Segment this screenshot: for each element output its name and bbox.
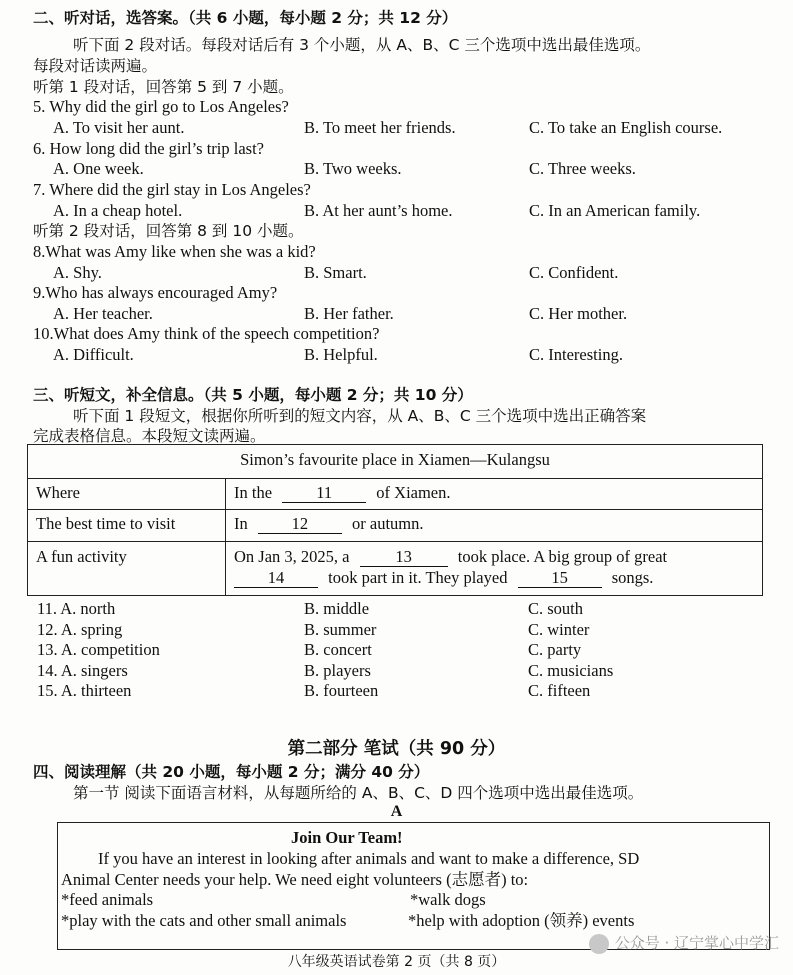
option-13c: C. party [528, 640, 582, 659]
option-15a: 15. A. thirteen [37, 681, 132, 700]
option-11b: B. middle [304, 599, 370, 618]
table-divider [28, 541, 762, 542]
row-where-value [234, 483, 451, 503]
question-5: 5. Why did the girl go to Los Angeles? [33, 97, 289, 116]
row-where-post: of Xiamen. [376, 483, 451, 502]
option-10a: A. Difficult. [53, 345, 134, 364]
option-14a: 14. A. singers [37, 661, 128, 680]
watermark-text: 公众号 · 辽宁掌心中学汇 [614, 934, 779, 952]
box-item-adoption: *help with adoption (领养) events [408, 911, 635, 930]
info-table [27, 444, 763, 596]
option-9b: B. Her father. [304, 304, 394, 323]
question-8: 8.What was Amy like when she was a kid? [33, 242, 316, 261]
section4-heading: 四、阅读理解（共 20 小题，每小题 2 分；满分 40 分） [33, 763, 430, 781]
section3-instruction-cont: 完成表格信息。本段短文读两遍。 [33, 427, 266, 445]
option-9a: A. Her teacher. [53, 304, 153, 323]
option-8a: A. Shy. [53, 263, 102, 282]
table-divider [28, 478, 762, 479]
option-15b: B. fourteen [304, 681, 379, 700]
question-10: 10.What does Amy think of the speech competition? [33, 324, 380, 343]
option-11a: 11. A. north [37, 599, 116, 618]
part2-title: 第二部分 笔试（共 90 分） [287, 739, 506, 759]
row-activity-line2 [234, 568, 653, 588]
section3-instruction: 听下面 1 段短文，根据你所听到的短文内容，从 A、B、C 三个选项中选出正确答案 [73, 407, 647, 425]
blank-11: 11 [282, 484, 366, 503]
blank-12: 12 [258, 515, 342, 534]
option-12c: C. winter [528, 620, 590, 639]
option-6b: B. Two weeks. [304, 159, 402, 178]
option-12a: 12. A. spring [37, 620, 123, 639]
section3-heading: 三、听短文，补全信息。（共 5 小题，每小题 2 分；共 10 分） [33, 386, 473, 404]
box-line1: If you have an interest in looking after animals and want to make a difference, SD [98, 849, 640, 868]
row-activity-label: A fun activity [36, 547, 127, 566]
page-footer: 八年级英语试卷第 2 页（共 8 页） [287, 954, 506, 970]
question-6: 6. How long did the girl’s trip last? [33, 139, 264, 158]
option-13b: B. concert [304, 640, 372, 659]
option-7b: B. At her aunt’s home. [304, 201, 453, 220]
option-13a: 13. A. competition [37, 640, 160, 659]
section2-instruction: 听下面 2 段对话。每段对话后有 3 个小题，从 A、B、C 三个选项中选出最佳选项。 [73, 36, 651, 54]
section2-instruction-cont: 每段对话读两遍。 [33, 57, 158, 75]
row-time-value [234, 514, 424, 534]
table-divider [28, 509, 762, 510]
row-activity-mid: took part in it. They played [328, 568, 508, 587]
watermark [589, 932, 779, 954]
section2-heading: 二、听对话，选答案。（共 6 小题，每小题 2 分；共 12 分） [33, 9, 458, 27]
box-item-feed: *feed animals [61, 890, 154, 909]
option-12b: B. summer [304, 620, 377, 639]
box-title: Join Our Team! [291, 828, 403, 847]
row-activity-end: songs. [611, 568, 654, 587]
option-7c: C. In an American family. [529, 201, 701, 220]
blank-14: 14 [234, 569, 318, 588]
row-where-pre: In the [234, 483, 273, 502]
table-column-divider [225, 478, 226, 595]
wechat-icon [589, 934, 609, 954]
blank-15: 15 [518, 569, 602, 588]
passage-letter: A [390, 803, 403, 820]
passage-a-box [57, 822, 770, 950]
blank-13: 13 [360, 548, 448, 567]
option-14b: B. players [304, 661, 371, 680]
option-5b: B. To meet her friends. [304, 118, 456, 137]
box-line2: Animal Center needs your help. We need eight volunteers (志愿者) to: [61, 870, 529, 889]
option-10b: B. Helpful. [304, 345, 378, 364]
section4-subheading: 第一节 阅读下面语言材料，从每题所给的 A、B、C、D 四个选项中选出最佳选项。 [73, 784, 644, 802]
row-activity-line1 [234, 547, 667, 567]
option-10c: C. Interesting. [529, 345, 623, 364]
option-9c: C. Her mother. [529, 304, 628, 323]
row-time-label: The best time to visit [36, 514, 176, 533]
option-11c: C. south [528, 599, 584, 618]
row-time-pre: In [234, 514, 248, 533]
option-5a: A. To visit her aunt. [53, 118, 185, 137]
option-7a: A. In a cheap hotel. [53, 201, 183, 220]
row-where-label: Where [36, 483, 80, 502]
row-time-post: or autumn. [352, 514, 424, 533]
row-activity-pre: On Jan 3, 2025, a [234, 547, 350, 566]
option-15c: C. fifteen [528, 681, 591, 700]
option-8b: B. Smart. [304, 263, 367, 282]
option-6a: A. One week. [53, 159, 144, 178]
dialog1-note: 听第 1 段对话，回答第 5 到 7 小题。 [33, 78, 294, 96]
row-activity-post: took place. A big group of great [457, 547, 668, 566]
option-6c: C. Three weeks. [529, 159, 636, 178]
option-5c: C. To take an English course. [529, 118, 723, 137]
box-item-walk: *walk dogs [410, 890, 486, 909]
table-title: Simon’s favourite place in Xiamen—Kulangsu [240, 450, 550, 469]
dialog2-note: 听第 2 段对话，回答第 8 到 10 小题。 [33, 222, 304, 240]
box-item-play: *play with the cats and other small animals [61, 911, 347, 930]
option-8c: C. Confident. [529, 263, 619, 282]
question-7: 7. Where did the girl stay in Los Angeles? [33, 180, 311, 199]
question-9: 9.Who has always encouraged Amy? [33, 283, 278, 302]
option-14c: C. musicians [528, 661, 614, 680]
